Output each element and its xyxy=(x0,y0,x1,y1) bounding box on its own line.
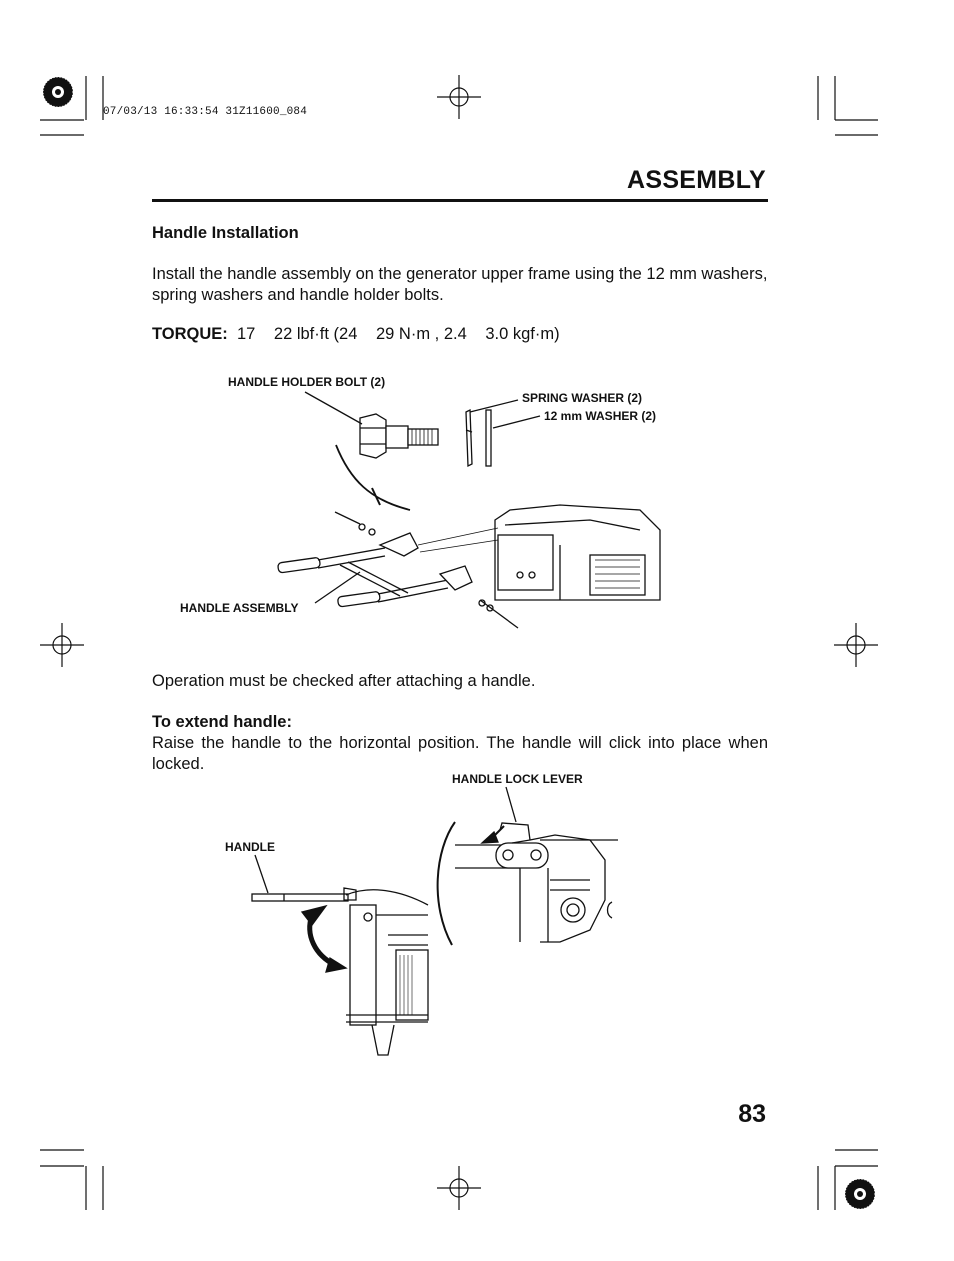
extend-handle-body: Raise the handle to the horizontal position. The handle will click into place when locked. xyxy=(152,734,768,773)
torque-value: 17 xyxy=(236,325,256,343)
callout-handle-holder-bolt: HANDLE HOLDER BOLT (2) xyxy=(228,375,386,389)
torque-value: 29 N·m , 2.4 xyxy=(375,325,467,343)
handle-installation-heading: Handle Installation xyxy=(152,224,299,242)
torque-value: 22 lbf·ft (24 xyxy=(273,325,358,343)
section-title: ASSEMBLY xyxy=(626,166,766,194)
handle-lock-lever-detail xyxy=(455,823,618,942)
operation-note: Operation must be checked after attaching a handle. xyxy=(152,672,536,690)
handle-illustration xyxy=(252,894,348,901)
extend-handle-heading: To extend handle: xyxy=(152,713,292,731)
print-stamp: 07/03/13 16:33:54 31Z11600_084 xyxy=(103,106,308,118)
handle-installation-body: Install the handle assembly on the generator upper frame using the 12 mm washers, spring washers and handle holder bolts. xyxy=(152,265,768,304)
page-number: 83 xyxy=(738,1100,766,1128)
callout-handle-lock-lever: HANDLE LOCK LEVER xyxy=(452,772,583,786)
callout-spring-washer: SPRING WASHER (2) xyxy=(522,391,643,405)
torque-label: TORQUE: xyxy=(152,325,228,343)
callout-12mm-washer: 12 mm WASHER (2) xyxy=(544,409,657,423)
callout-handle: HANDLE xyxy=(225,840,275,854)
torque-value: 3.0 kgf·m) xyxy=(485,325,560,343)
callout-handle-assembly: HANDLE ASSEMBLY xyxy=(180,601,299,615)
generator-side-illustration xyxy=(344,888,428,1055)
